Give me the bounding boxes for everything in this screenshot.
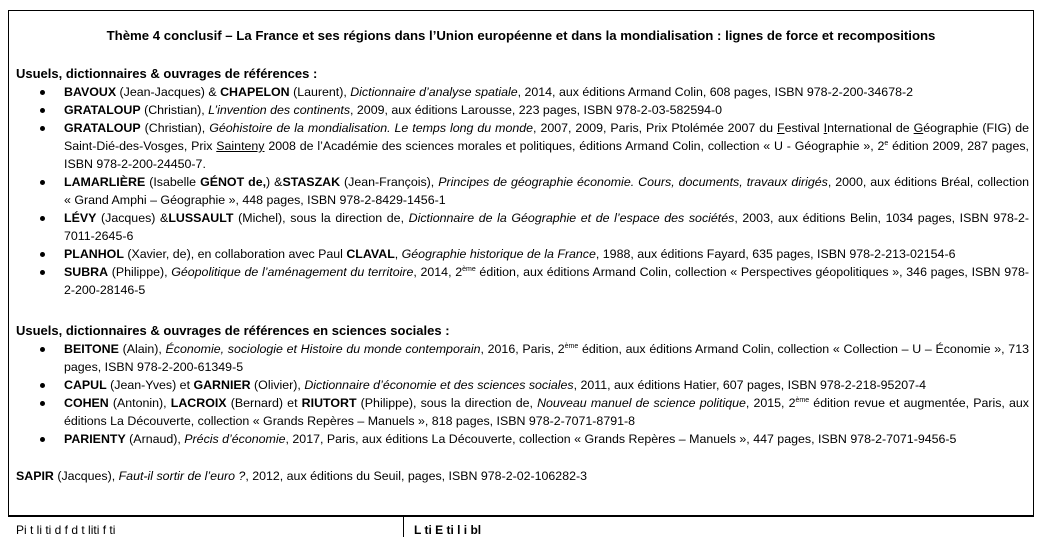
author-name: LUSSAULT [168,211,234,225]
author-name: CAPUL [64,378,107,392]
author-name: LÉVY [64,211,97,225]
work-title: Faut-il sortir de l’euro ? [118,469,246,483]
section-heading-references: Usuels, dictionnaires & ouvrages de références : [16,66,318,81]
list-item: GRATALOUP (Christian), Géohistoire de la mondialisation. Le temps long du monde, 2007, 2009, Paris, Prix Ptolémée 2007 du Festival International de Géographie (FIG) de Saint-Dié-des-Vosges, Prix Sainteny 2008 de l’Académie des sciences morales et politiques, éditions Armand Colin, collection « U - Géographie », 2e édition 2009, 287 pages, ISBN 978-2-200-24450-7. [0,119,1043,173]
author-name: GRATALOUP [64,103,141,117]
author-name: CLAVAL [346,247,395,261]
author-name: RIUTORT [301,396,357,410]
list-item: BEITONE (Alain), Économie, sociologie et Histoire du monde contemporain, 2016, Paris, 2ème édition, aux éditions Armand Colin, collection « Collection – U – Économie », 713 pages, ISBN 978-2-200-61349-5 [0,340,1043,376]
reference-list-social-sciences [0,340,1043,448]
work-title: Dictionnaire d’analyse spatiale [350,85,518,99]
work-title: Dictionnaire d’économie et des sciences sociales [304,378,574,392]
next-table-row [8,516,1034,537]
list-item: COHEN (Antonin), LACROIX (Bernard) et RIUTORT (Philippe), sous la direction de, Nouveau manuel de science politique, 2015, 2ème édition revue et augmentée, Paris, aux éditions La Découverte, collection « Grands Repères – Manuels », 818 pages, ISBN 978-2-7071-8791-8 [0,394,1043,430]
list-item: GRATALOUP (Christian), L’invention des continents, 2009, aux éditions Larousse, 223 pages, ISBN 978-2-03-582594-0 [0,101,1043,119]
author-name: BEITONE [64,342,119,356]
list-item: PARIENTY (Arnaud), Précis d’économie, 2017, Paris, aux éditions La Découverte, collection « Grands Repères – Manuels », 447 pages, ISBN 978-2-7071-9456-5 [0,430,1043,448]
standalone-reference: SAPIR (Jacques), Faut-il sortir de l’euro ?, 2012, aux éditions du Seuil, pages, ISBN 978-2-02-106282-3 [16,469,587,483]
author-name: SUBRA [64,265,109,279]
work-title: Dictionnaire de la Géographie et de l’espace des sociétés [408,211,735,225]
author-name: STASZAK [282,175,341,189]
author-name: COHEN [64,396,109,410]
list-item: LÉVY (Jacques) &LUSSAULT (Michel), sous la direction de, Dictionnaire de la Géographie et de l’espace des sociétés, 2003, aux éditions Belin, 1034 pages, ISBN 978-2-7011-2645-6 [0,209,1043,245]
work-title: Principes de géographie économie. Cours, documents, travaux dirigés [438,175,828,189]
author-name: LACROIX [170,396,227,410]
author-name: LAMARLIÈRE [64,175,146,189]
list-item: PLANHOL (Xavier, de), en collaboration avec Paul CLAVAL, Géographie historique de la France, 1988, aux éditions Fayard, 635 pages, ISBN 978-2-213-02154-6 [0,245,1043,263]
list-item: LAMARLIÈRE (Isabelle GÉNOT de,) &STASZAK (Jean-François), Principes de géographie économie. Cours, documents, travaux dirigés, 2000, aux éditions Bréal, collection « Grand Amphi – Géographie », 448 pages, ISBN 978-2-8429-1456-1 [0,173,1043,209]
author-name: PARIENTY [64,432,126,446]
column-divider [403,517,404,537]
next-row-right-cell: L ti E ti l i bl [414,523,482,537]
section-heading-social-sciences: Usuels, dictionnaires & ouvrages de références en sciences sociales : [16,323,450,338]
author-name: GARNIER [193,378,251,392]
reference-list-geography [0,83,1043,299]
author-name: CHAPELON [220,85,290,99]
author-name: GÉNOT de, [200,175,267,189]
work-title: Géohistoire de la mondialisation. Le temps long du monde [209,121,534,135]
list-item: BAVOUX (Jean-Jacques) & CHAPELON (Laurent), Dictionnaire d’analyse spatiale, 2014, aux éditions Armand Colin, 608 pages, ISBN 978-2-200-34678-2 [0,83,1043,101]
work-title: Économie, sociologie et Histoire du monde contemporain [165,342,481,356]
document-title: Thème 4 conclusif – La France et ses régions dans l’Union européenne et dans la mondialisation : lignes de force et recompositions [106,28,936,43]
next-row-left-cell: Pi t li ti d f d t liti f ti [16,523,116,537]
work-title: Précis d’économie [184,432,286,446]
author-name: BAVOUX [64,85,117,99]
work-title: Nouveau manuel de science politique [537,396,746,410]
list-item: SUBRA (Philippe), Géopolitique de l’aménagement du territoire, 2014, 2ème édition, aux éditions Armand Colin, collection « Perspectives géopolitiques », 346 pages, ISBN 978-2-200-28146-5 [0,263,1043,299]
list-item: CAPUL (Jean-Yves) et GARNIER (Olivier), Dictionnaire d’économie et des sciences sociales, 2011, aux éditions Hatier, 607 pages, ISBN 978-2-218-95207-4 [0,376,1043,394]
author-name: GRATALOUP [64,121,141,135]
author-name: SAPIR [16,469,54,483]
work-title: Géopolitique de l’aménagement du territoire [171,265,414,279]
work-title: Géographie historique de la France [401,247,596,261]
work-title: L’invention des continents [208,103,351,117]
author-name: PLANHOL [64,247,124,261]
